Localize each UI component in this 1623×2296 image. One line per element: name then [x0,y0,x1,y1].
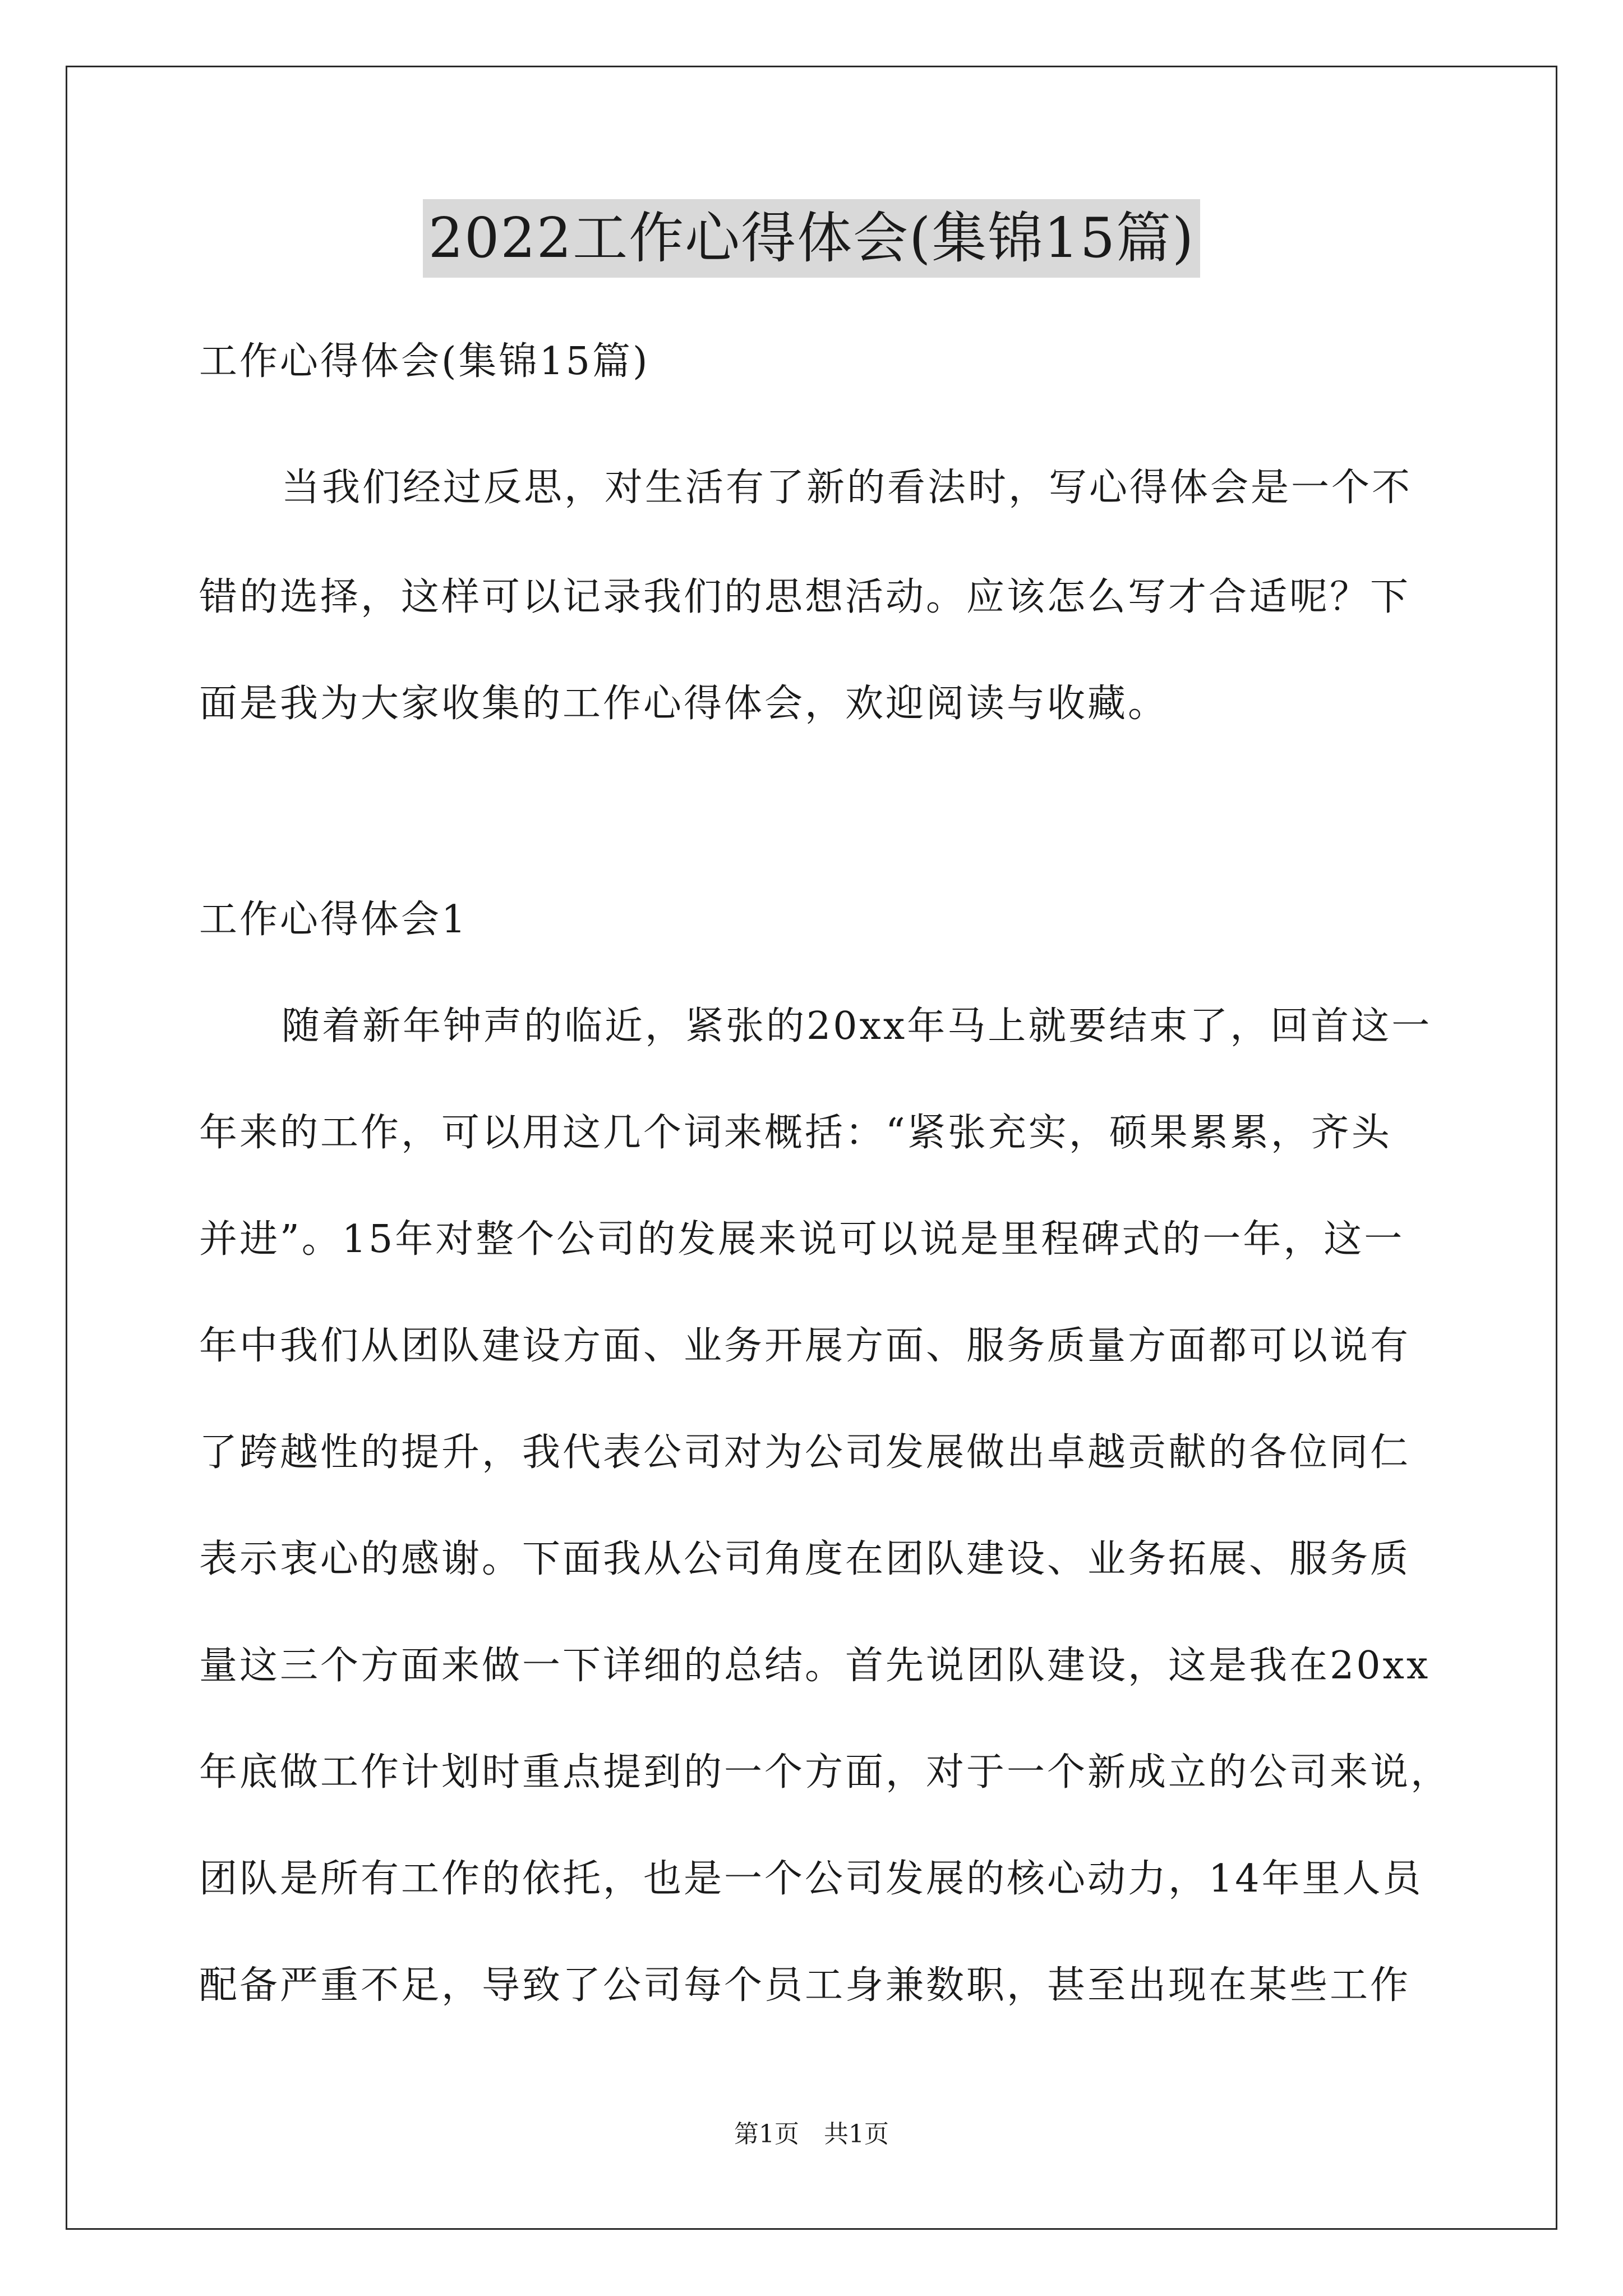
body-line-2: 年来的工作，可以用这几个词来概括：“紧张充实，硕果累累，齐头 [199,1111,1392,1155]
title-container [0,199,1623,278]
body-line-8: 年底做工作计划时重点提到的一个方面，对于一个新成立的公司来说， [199,1750,1451,1795]
document-subtitle: 工作心得体会(集锦15篇) [199,339,650,384]
body-line-9: 团队是所有工作的依托，也是一个公司发展的核心动力，14年里人员 [199,1857,1423,1901]
body-line-7: 量这三个方面来做一下详细的总结。首先说团队建设，这是我在20xx [199,1644,1431,1688]
document-title: 2022工作心得体会(集锦15篇) [423,199,1201,278]
body-line-4: 年中我们从团队建设方面、业务开展方面、服务质量方面都可以说有 [199,1324,1411,1368]
intro-line-2: 错的选择，这样可以记录我们的思想活动。应该怎么写才合适呢？下 [199,575,1411,619]
intro-line-1: 当我们经过反思，对生活有了新的看法时，写心得体会是一个不 [282,466,1413,510]
body-line-5: 了跨越性的提升，我代表公司对为公司发展做出卓越贡献的各位同仁 [199,1430,1411,1475]
intro-line-3: 面是我为大家收集的工作心得体会，欢迎阅读与收藏。 [199,682,1169,726]
page-number-footer: 第1页 共1页 [734,2120,889,2148]
body-line-6: 表示衷心的感谢。下面我从公司角度在团队建设、业务拓展、服务质 [199,1537,1411,1581]
body-line-10: 配备严重不足，导致了公司每个员工身兼数职，甚至出现在某些工作 [199,1963,1411,2008]
section-heading: 工作心得体会1 [199,898,468,942]
body-line-1: 随着新年钟声的临近，紧张的20xx年马上就要结束了，回首这一 [282,1004,1432,1048]
body-line-3: 并进”。15年对整个公司的发展来说可以说是里程碑式的一年，这一 [199,1217,1405,1262]
